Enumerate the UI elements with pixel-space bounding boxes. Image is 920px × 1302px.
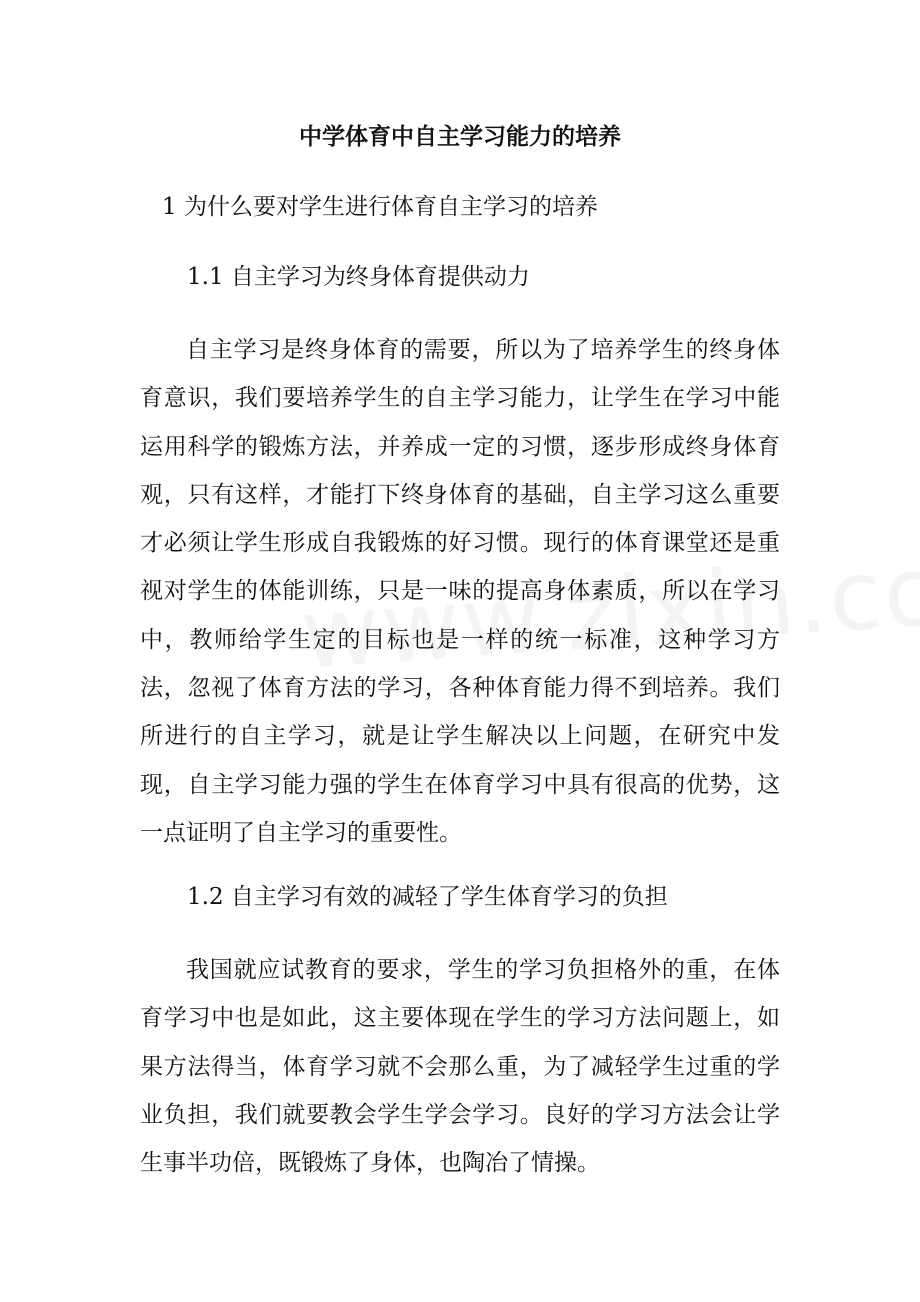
section-1-heading: 1 为什么要对学生进行体育自主学习的培养 <box>162 194 598 220</box>
section-1-1-heading: 1.1 自主学习为终身体育提供动力 <box>187 264 530 290</box>
document-title: 中学体育中自主学习能力的培养 <box>299 123 621 150</box>
section-1-2-paragraph: 我国就应试教育的要求，学生的学习负担格外的重，在体育学习中也是如此，这主要体现在学生的学习方法问题上，如果方法得当，体育学习就不会那么重，为了减轻学生过重的学业负担，我们就要教会学生学会学习。良好的学习方法会让学生事半功倍，既锻炼了身体，也陶冶了情操。 <box>140 957 780 1177</box>
section-1-1-paragraph: 自主学习是终身体育的需要，所以为了培养学生的终身体育意识，我们要培养学生的自主学习能力，让学生在学习中能运用科学的锻炼方法，并养成一定的习惯，逐步形成终身体育观，只有这样，才能打下终身体育的基础，自主学习这么重要才必须让学生形成自我锻炼的好习惯。现行的体育课堂还是重视对学生的体能训练，只是一味的提高身体素质，所以在学习中，教师给学生定的目标也是一样的统一标准，这种学习方法，忽视了体育方法的学习，各种体育能力得不到培养。我们所进行的自主学习，就是让学生解决以上问题，在研究中发现，自主学习能力强的学生在体育学习中具有很高的优势，这一点证明了自主学习的重要性。 <box>140 337 780 846</box>
section-1-2-heading: 1.2 自主学习有效的减轻了学生体育学习的负担 <box>187 884 668 910</box>
